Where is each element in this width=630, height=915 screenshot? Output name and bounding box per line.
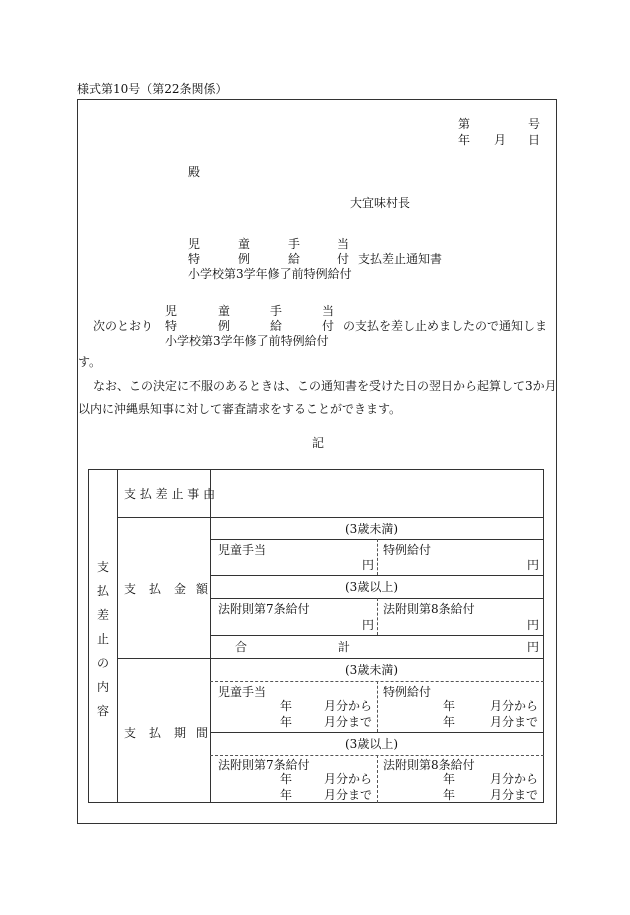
jido-teate-period-label: 児童手当: [218, 685, 267, 699]
notice-line1: なお、この決定に不服のあるときは、この通知書を受けた日の翌日から起算して3か月: [93, 379, 557, 393]
body-char: 付: [322, 319, 335, 333]
table-dash: [377, 539, 378, 575]
table-vline: [210, 469, 211, 803]
title-suffix: 支払差止通知書: [358, 252, 443, 266]
body-continuation: す。: [78, 355, 102, 369]
total-char: 計: [338, 640, 351, 654]
date-nen: 年: [458, 133, 471, 147]
tokurei-kyufu-yen: 円: [527, 558, 540, 572]
body-char: 特: [165, 319, 178, 333]
jido-teate-amount-label: 児童手当: [218, 543, 267, 557]
fusoku7-amount-label: 法附則第7条給付: [218, 602, 310, 616]
table-hline: [210, 575, 544, 576]
under3-period-header: (3歳未満): [345, 663, 398, 677]
total-yen: 円: [527, 640, 540, 654]
title-char: 給: [288, 252, 301, 266]
period-nen: 年: [280, 715, 293, 729]
jido-teate-yen: 円: [362, 558, 375, 572]
reason-label: 支 払 差 止 事 由: [124, 487, 216, 501]
period-from: 月分から: [324, 772, 373, 786]
period-nen: 年: [280, 772, 293, 786]
side-header-char: 止: [96, 632, 109, 646]
title-row3: 小学校第3学年修了前特例給付: [188, 267, 352, 281]
period-from: 月分から: [490, 699, 539, 713]
number-dai: 第: [458, 117, 471, 131]
period-label-char: 支: [124, 726, 137, 740]
under3-amount-header: (3歳未満): [345, 522, 398, 536]
table-vline: [117, 469, 118, 803]
body-row3: 小学校第3学年修了前特例給付: [165, 334, 329, 348]
sender: 大宜味村長: [350, 196, 411, 210]
title-char: 児: [188, 237, 201, 251]
period-nen: 年: [280, 699, 293, 713]
period-to: 月分まで: [324, 715, 373, 729]
body-char: 手: [270, 304, 283, 318]
period-to: 月分まで: [490, 788, 539, 802]
side-header-char: 内: [96, 680, 109, 694]
tokurei-kyufu-amount-label: 特例給付: [383, 543, 432, 557]
title-char: 例: [238, 252, 251, 266]
body-char: 当: [322, 304, 335, 318]
table-hline: [210, 635, 544, 636]
table-hline: [117, 517, 544, 518]
amount-label-char: 支: [124, 582, 137, 596]
period-nen: 年: [280, 788, 293, 802]
fusoku8-period-label: 法附則第8条給付: [383, 758, 475, 772]
side-header-char: 支: [96, 560, 109, 574]
form-number: 様式第10号（第22条関係）: [77, 82, 228, 96]
fusoku8-amount-label: 法附則第8条給付: [383, 602, 475, 616]
period-nen: 年: [443, 788, 456, 802]
period-to: 月分まで: [324, 788, 373, 802]
period-label-char: 払: [149, 726, 162, 740]
table-dash: [377, 681, 378, 732]
title-char: 童: [238, 237, 251, 251]
body-suffix: の支払を差し止めましたので通知しま: [343, 319, 548, 333]
period-nen: 年: [443, 715, 456, 729]
addressee-suffix: 殿: [188, 165, 201, 179]
tokurei-kyufu-period-label: 特例給付: [383, 685, 432, 699]
side-header-char: 容: [96, 704, 109, 718]
period-label-char: 期: [174, 726, 187, 740]
amount-label-char: 払: [149, 582, 162, 596]
body-prefix: 次のとおり: [93, 319, 154, 333]
total-char: 合: [235, 640, 248, 654]
side-header-char: の: [96, 656, 109, 670]
body-char: 給: [270, 319, 283, 333]
title-char: 手: [288, 237, 301, 251]
over3-period-header: (3歳以上): [345, 737, 398, 751]
title-char: 特: [188, 252, 201, 266]
fusoku7-period-label: 法附則第7条給付: [218, 758, 310, 772]
period-from: 月分から: [490, 772, 539, 786]
period-label-char: 間: [196, 726, 209, 740]
ki-label: 記: [312, 436, 325, 450]
table-dash: [377, 755, 378, 803]
amount-label-char: 額: [196, 582, 209, 596]
over3-amount-header: (3歳以上): [345, 580, 398, 594]
amount-label-char: 金: [174, 582, 187, 596]
title-char: 付: [337, 252, 350, 266]
date-tsuki: 月: [494, 133, 507, 147]
body-char: 児: [165, 304, 178, 318]
date-hi: 日: [528, 133, 541, 147]
fusoku8-yen: 円: [527, 618, 540, 632]
fusoku7-yen: 円: [362, 618, 375, 632]
side-header-char: 払: [96, 584, 109, 598]
number-go: 号: [528, 117, 541, 131]
body-char: 童: [218, 304, 231, 318]
period-to: 月分まで: [490, 715, 539, 729]
table-dash: [377, 598, 378, 635]
side-header-char: 差: [96, 608, 109, 622]
title-char: 当: [337, 237, 350, 251]
body-char: 例: [218, 319, 231, 333]
notice-line2: 以内に沖縄県知事に対して審査請求をすることができます。: [78, 402, 402, 416]
period-nen: 年: [443, 699, 456, 713]
table-hline: [117, 658, 544, 659]
detail-table: [88, 469, 544, 803]
table-hline: [210, 732, 544, 733]
period-from: 月分から: [324, 699, 373, 713]
period-nen: 年: [443, 772, 456, 786]
